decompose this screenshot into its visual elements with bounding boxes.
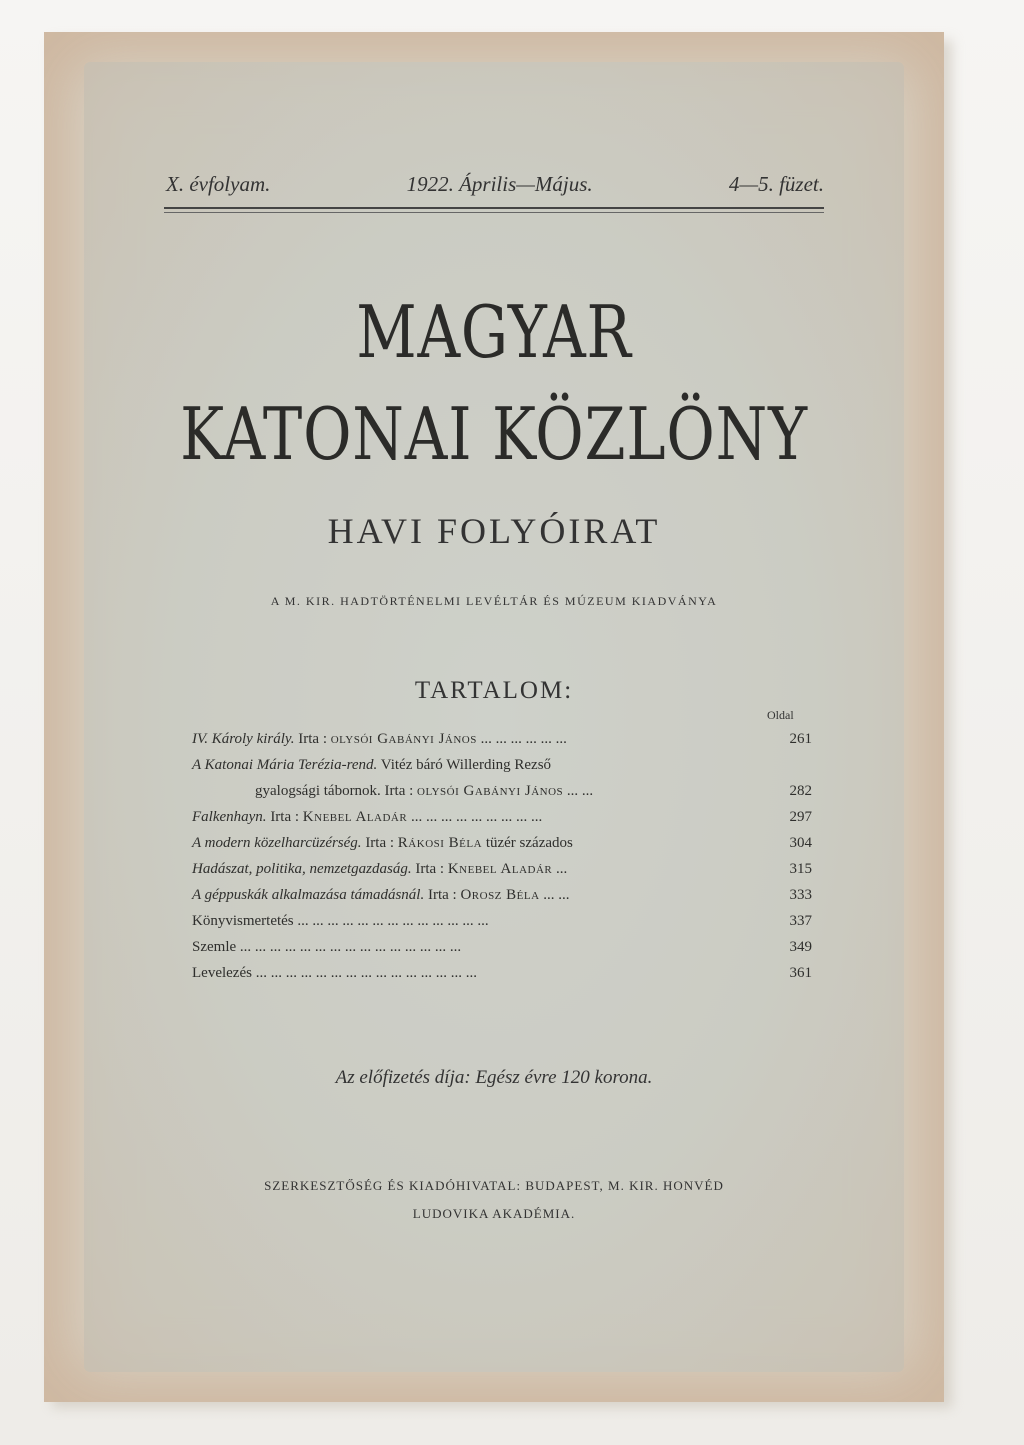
toc-leader: ... ... ... ... ... ... ... ... ...: [407, 809, 543, 825]
toc-text: Szemle: [192, 939, 237, 955]
toc-text: Vitéz báró Willerding Rezső: [377, 757, 552, 773]
toc-author: Rákosi Béla: [397, 835, 483, 851]
toc-row: [192, 805, 812, 831]
title-line-2: KATONAI KÖZLÖNY: [180, 392, 808, 476]
toc-text: gyalogsági tábornok. Irta :: [255, 783, 418, 799]
page-column-header: Oldal: [767, 708, 794, 722]
toc-row: [192, 727, 812, 753]
toc-title: Hadászat, politika, nemzetgazdaság.: [192, 861, 412, 877]
toc-author: olysói Gabányi János: [417, 783, 564, 799]
subtitle: HAVI FOLYÓIRAT: [327, 511, 661, 551]
subscription-price: Az előfizetés díja: Egész évre 120 korona.: [335, 1067, 653, 1088]
toc-row: [192, 779, 812, 805]
toc-row: [192, 753, 812, 779]
volume-label: X. évfolyam.: [166, 172, 271, 196]
toc-row: [192, 831, 812, 857]
toc-author: olysói Gabányi János: [330, 731, 477, 747]
toc-author: Knebel Aladár: [302, 809, 408, 825]
magazine-cover: [44, 32, 944, 1402]
toc-title: A Katonai Mária Terézia-rend.: [192, 757, 378, 773]
toc-row: [192, 961, 812, 987]
toc-page: 333: [789, 887, 812, 903]
toc-page: 361: [789, 965, 812, 981]
toc-page: 297: [789, 809, 812, 825]
toc-page: 349: [789, 939, 812, 955]
footer-address-line-2: LUDOVIKA AKADÉMIA.: [412, 1206, 576, 1221]
toc-leader: tüzér százados: [482, 835, 573, 851]
header-rule: [164, 207, 824, 209]
toc-page: 337: [789, 913, 812, 929]
toc-author: Orosz Béla: [460, 887, 540, 903]
toc-text: Levelezés: [192, 965, 252, 981]
toc-text: Irta :: [411, 861, 448, 877]
toc-leader: ... ... ... ... ... ... ... ... ... ... ... ... ... ... ...: [236, 939, 462, 955]
toc-page: 282: [789, 783, 812, 799]
toc-text: Könyvismertetés: [192, 913, 294, 929]
toc-title: Falkenhayn.: [192, 809, 267, 825]
toc-leader: ... ... ... ... ... ...: [476, 731, 567, 747]
toc-row: [192, 909, 812, 935]
toc-text: Irta :: [294, 731, 331, 747]
toc-leader: ... ...: [539, 887, 570, 903]
toc-leader: ... ... ... ... ... ... ... ... ... ... ... ... ... ... ...: [251, 965, 477, 981]
toc-title: A modern közelharcüzérség.: [192, 835, 362, 851]
table-of-contents: [192, 727, 812, 987]
issue-header: [166, 172, 824, 197]
issue-number: 4—5. füzet.: [728, 172, 824, 196]
publisher-line: A M. KIR. HADTÖRTÉNELMI LEVÉLTÁR ÉS MÚZEUM KIADVÁNYA: [270, 594, 718, 608]
toc-row: [192, 883, 812, 909]
toc-text: Irta :: [266, 809, 303, 825]
toc-row: [192, 857, 812, 883]
toc-text: Irta :: [361, 835, 398, 851]
toc-page: 261: [789, 731, 812, 747]
header-rule-thin: [164, 212, 824, 213]
toc-text: Irta :: [424, 887, 461, 903]
toc-leader: ... ...: [563, 783, 594, 799]
toc-author: Knebel Aladár: [447, 861, 553, 877]
title-line-1: MAGYAR: [356, 290, 632, 374]
toc-title: A géppuskák alkalmazása támadásnál.: [192, 887, 425, 903]
toc-leader: ... ... ... ... ... ... ... ... ... ... ... ... ...: [293, 913, 489, 929]
toc-page: 315: [789, 861, 812, 877]
toc-leader: ...: [552, 861, 568, 877]
footer-address-line-1: SZERKESZTŐSÉG ÉS KIADÓHIVATAL: BUDAPEST, M. KIR. HONVÉD: [264, 1178, 724, 1193]
cover-content: [44, 32, 944, 1402]
toc-title: IV. Károly király.: [192, 731, 295, 747]
toc-heading: TARTALOM:: [414, 677, 574, 704]
toc-page: 304: [789, 835, 812, 851]
toc-row: [192, 935, 812, 961]
issue-date: 1922. Április—Május.: [406, 172, 593, 196]
